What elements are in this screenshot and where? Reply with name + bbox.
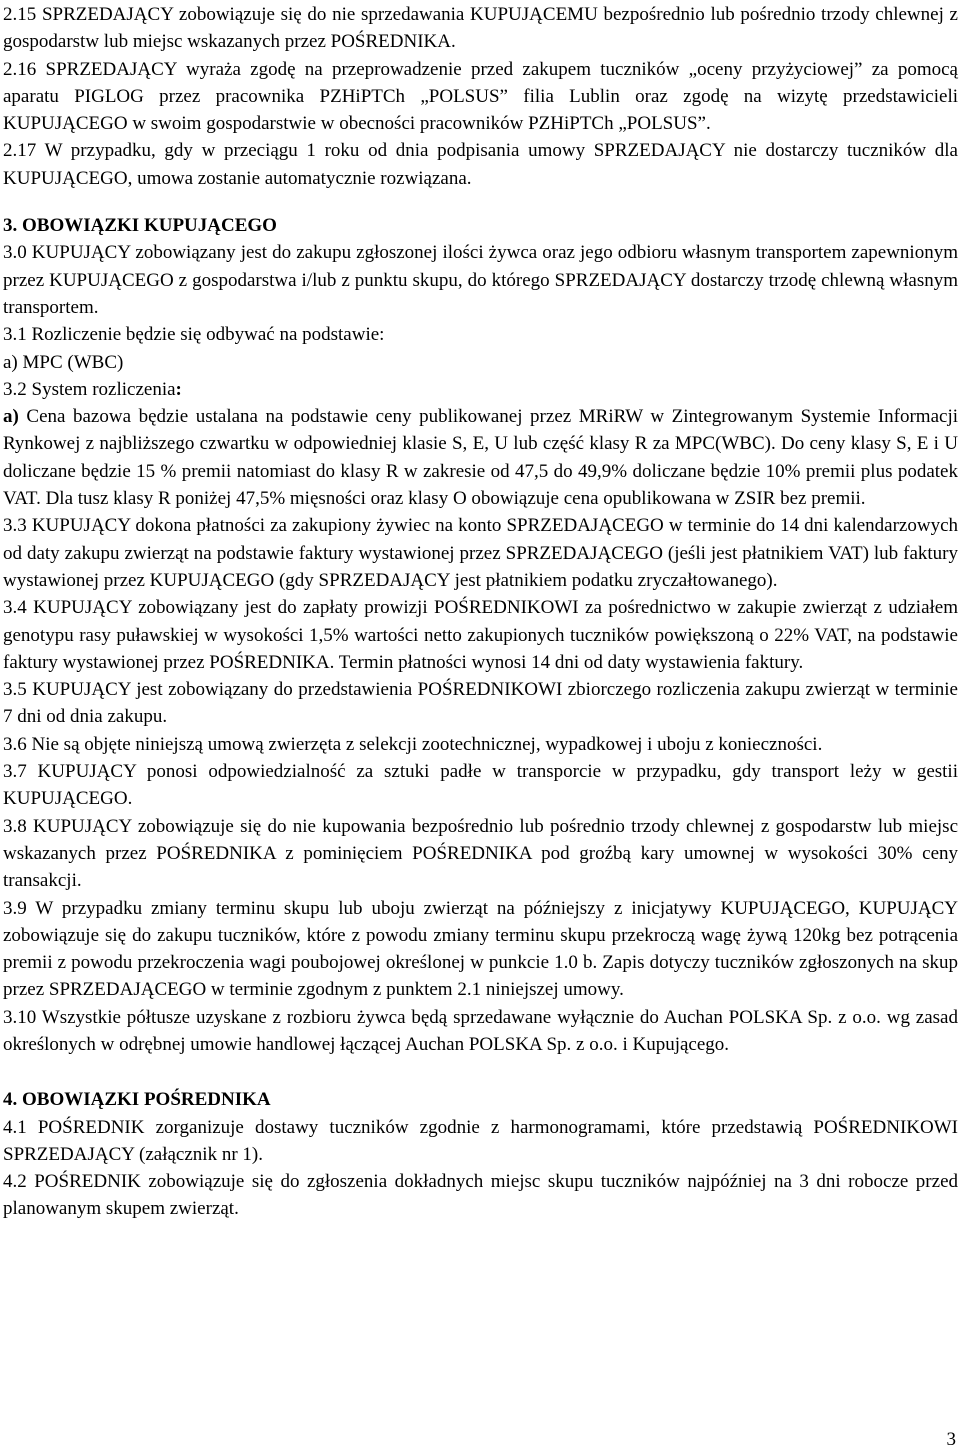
spacer: [3, 1058, 958, 1086]
paragraph-3-3: 3.3 KUPUJĄCY dokona płatności za zakupiony żywiec na konto SPRZEDAJĄCEGO w terminie do 14 dni kalendarzowych od daty zakupu zwierząt na podstawie faktury wystawionej przez SPRZEDAJĄCEGO (jeśli jest płatnikiem VAT) lub faktury wystawionej przez KUPUJĄCEGO (gdy SPRZEDAJĄCY jest płatnikiem podatku zryczałtowanego).: [3, 515, 958, 591]
paragraph-2-17: 2.17 W przypadku, gdy w przeciągu 1 roku od dnia podpisania umowy SPRZEDAJĄCY nie dostarczy tuczników dla KUPUJĄCEGO, umowa zostanie automatycznie rozwiązana.: [3, 140, 958, 189]
paragraph-3-5: 3.5 KUPUJĄCY jest zobowiązany do przedstawienia POŚREDNIKOWI zbiorczego rozliczenia zakupu zwierząt w terminie 7 dni od dnia zakupu.: [3, 679, 958, 728]
paragraph-3-2-a-label: a): [3, 406, 19, 428]
paragraph-2-15: 2.15 SPRZEDAJĄCY zobowiązuje się do nie sprzedawania KUPUJĄCEMU bezpośrednio lub pośrednio trzody chlewnej z gospodarstw lub miejsc wskazanych przez POŚREDNIKA.: [3, 4, 958, 53]
paragraph-3-4: 3.4 KUPUJĄCY zobowiązany jest do zapłaty prowizji POŚREDNIKOWI za pośrednictwo w zakupie zwierząt z udziałem genotypu rasy puławskiej w wysokości 1,5% wartości netto zakupionych tuczników powiększoną o 22% VAT, na podstawie faktury wystawionej przez POŚREDNIKA. Termin płatności wynosi 14 dni od daty wystawienia faktury.: [3, 597, 958, 673]
paragraph-3-9: 3.9 W przypadku zmiany terminu skupu lub uboju zwierząt na późniejszy z inicjatywy KUPUJĄCEGO, KUPUJĄCY zobowiązuje się do zakupu tuczników, które z powodu zmiany terminu skupu przekroczą wagę żywą 120kg bez potrącenia premii z powodu przekroczenia wagi poubojowej określonej w punkcie 1.0 b. Zapis dotyczy tuczników zgłoszonych na skup przez SPRZEDAJĄCEGO w terminie zgodnym z punktem 2.1 niniejszej umowy.: [3, 897, 958, 1001]
paragraph-3-0: 3.0 KUPUJĄCY zobowiązany jest do zakupu zgłoszonej ilości żywca oraz jego odbioru własnym transportem zapewnionym przez KUPUJĄCEGO z gospodarstwa i/lub z punktu skupu, do którego SPRZEDAJĄCY dostarczy trzodę chlewną własnym transportem.: [3, 242, 958, 318]
paragraph-3-10: 3.10 Wszystkie półtusze uzyskane z rozbioru żywca będą sprzedawane wyłącznie do Auchan POLSKA Sp. z o.o. wg zasad określonych w odrębnej umowie handlowej łączącej Auchan POLSKA Sp. z o.o. i Kupującego.: [3, 1006, 958, 1055]
paragraph-3-1-a: a) MPC (WBC): [3, 351, 124, 373]
paragraph-3-2-label: 3.2 System rozliczenia: [3, 378, 176, 400]
paragraph-4-2: 4.2 POŚREDNIK zobowiązuje się do zgłoszenia dokładnych miejsc skupu tuczników najpóźniej na 3 dni robocze przed planowanym skupem zwierząt.: [3, 1171, 958, 1220]
section-3-heading: 3. OBOWIĄZKI KUPUJĄCEGO: [3, 215, 277, 237]
paragraph-3-8: 3.8 KUPUJĄCY zobowiązuje się do nie kupowania bezpośrednio lub pośrednio trzody chlewnej z gospodarstw lub miejsc wskazanych przez POŚREDNIKA z pominięciem POŚREDNIKA pod groźbą kary umownej w wysokości 30% ceny transakcji.: [3, 815, 958, 892]
paragraph-3-7: 3.7 KUPUJĄCY ponosi odpowiedzialność za sztuki padłe w transporcie w przypadku, gdy transport leży w gestii KUPUJĄCEGO.: [3, 761, 958, 810]
paragraph-2-16: 2.16 SPRZEDAJĄCY wyraża zgodę na przeprowadzenie przed zakupem tuczników „oceny przyżyciowej” za pomocą aparatu PIGLOG przez pracownika PZHiPTCh „POLSUS” filia Lublin oraz zgodę na wizytę przedstawicieli KUPUJĄCEGO w swoim gospodarstwie w obecności pracowników PZHiPTCh „POLSUS”.: [3, 58, 958, 135]
paragraph-3-1: 3.1 Rozliczenie będzie się odbywać na podstawie:: [3, 324, 385, 346]
paragraph-3-2-a-text: Cena bazowa będzie ustalana na podstawie ceny publikowanej przez MRiRW w Zintegrowanym Systemie Informacji Rynkowej z najbliższego czwartku w odpowiedniej klasie S, E, U lub część klasy R za MPC(WBC). Do ceny klasy S, E i U doliczane będzie 15 % premii natomiast do klasy R w zakresie od 47,5 do 49,9% doliczane będzie 10% premii plus podatek VAT. Dla tusz klasy R poniżej 47,5% mięsności oraz klasy O obowiązuje cena opublikowana w ZSIR bez premii.: [3, 406, 958, 510]
paragraph-4-1: 4.1 POŚREDNIK zorganizuje dostawy tuczników zgodnie z harmonogramami, które przedstawią POŚREDNIKOWI SPRZEDAJĄCY (załącznik nr 1).: [3, 1116, 958, 1165]
spacer: [3, 192, 958, 212]
paragraph-3-6: 3.6 Nie są objęte niniejszą umową zwierzęta z selekcji zootechnicznej, wypadkowej i uboju z konieczności.: [3, 733, 823, 755]
paragraph-3-2: [3, 376, 958, 403]
paragraph-3-2-colon: :: [175, 378, 182, 400]
section-4-heading: 4. OBOWIĄZKI POŚREDNIKA: [3, 1089, 271, 1111]
document-page: [3, 1, 958, 1223]
page-number: 3: [946, 1428, 956, 1450]
paragraph-3-2-a: [3, 403, 958, 512]
